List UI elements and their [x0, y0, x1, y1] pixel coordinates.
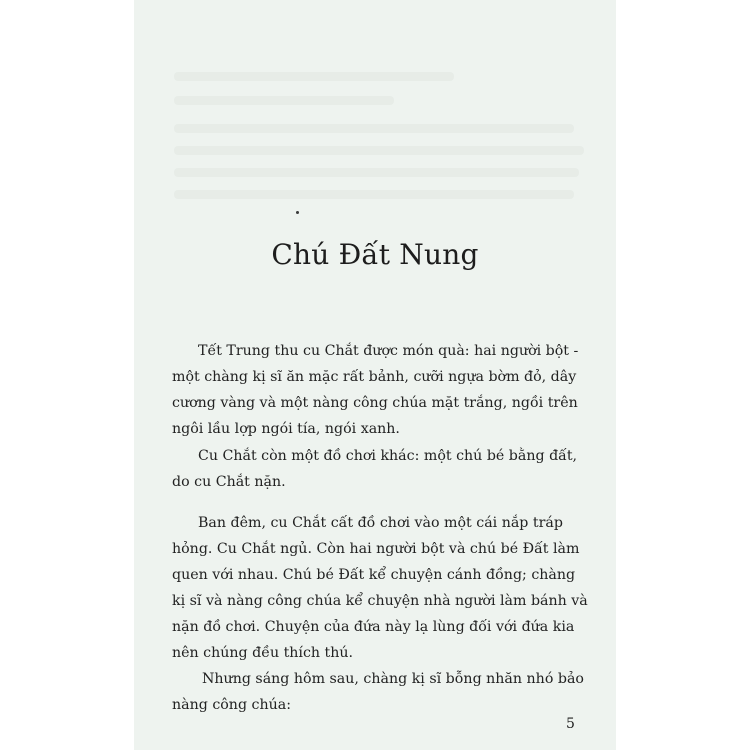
- chapter-title: Chú Đất Nung: [271, 238, 479, 271]
- show-through-line: [174, 168, 579, 177]
- text-line: cương vàng và một nàng công chúa mặt trắng, ngồi trên: [172, 395, 578, 411]
- text-line: kị sĩ và nàng công chúa kể chuyện nhà người làm bánh và: [172, 593, 588, 609]
- text-line: Ban đêm, cu Chắt cất đồ chơi vào một cái nắp tráp: [198, 515, 563, 531]
- paragraph: [172, 510, 602, 666]
- show-through-line: [174, 190, 574, 199]
- page-number: 5: [566, 716, 575, 732]
- paragraph: [172, 338, 602, 442]
- text-line: nàng công chúa:: [172, 697, 292, 713]
- text-line: nên chúng đều thích thú.: [172, 645, 354, 661]
- text-line: hỏng. Cu Chắt ngủ. Còn hai người bột và chú bé Đất làm: [172, 541, 580, 557]
- text-line: một chàng kị sĩ ăn mặc rất bảnh, cưỡi ngựa bờm đỏ, dây: [172, 369, 577, 385]
- paragraph: [172, 443, 602, 495]
- text-line: Tết Trung thu cu Chắt được món quà: hai người bột -: [198, 343, 579, 359]
- show-through-line: [174, 146, 584, 155]
- paragraph: [172, 666, 602, 718]
- text-line: Cu Chắt còn một đồ chơi khác: một chú bé bằng đất,: [198, 448, 578, 464]
- book-page: [134, 0, 616, 750]
- text-line: do cu Chắt nặn.: [172, 474, 286, 490]
- text-line: nặn đồ chơi. Chuyện của đứa này lạ lùng đối với đứa kia: [172, 619, 575, 635]
- text-line: ngôi lầu lợp ngói tía, ngói xanh.: [172, 421, 400, 437]
- ornament-dot: [296, 211, 299, 214]
- show-through-line: [174, 124, 574, 133]
- show-through-line: [174, 72, 454, 81]
- text-line: quen với nhau. Chú bé Đất kể chuyện cánh đồng; chàng: [172, 567, 576, 583]
- text-line: Nhưng sáng hôm sau, chàng kị sĩ bỗng nhăn nhó bảo: [202, 671, 584, 687]
- show-through-line: [174, 96, 394, 105]
